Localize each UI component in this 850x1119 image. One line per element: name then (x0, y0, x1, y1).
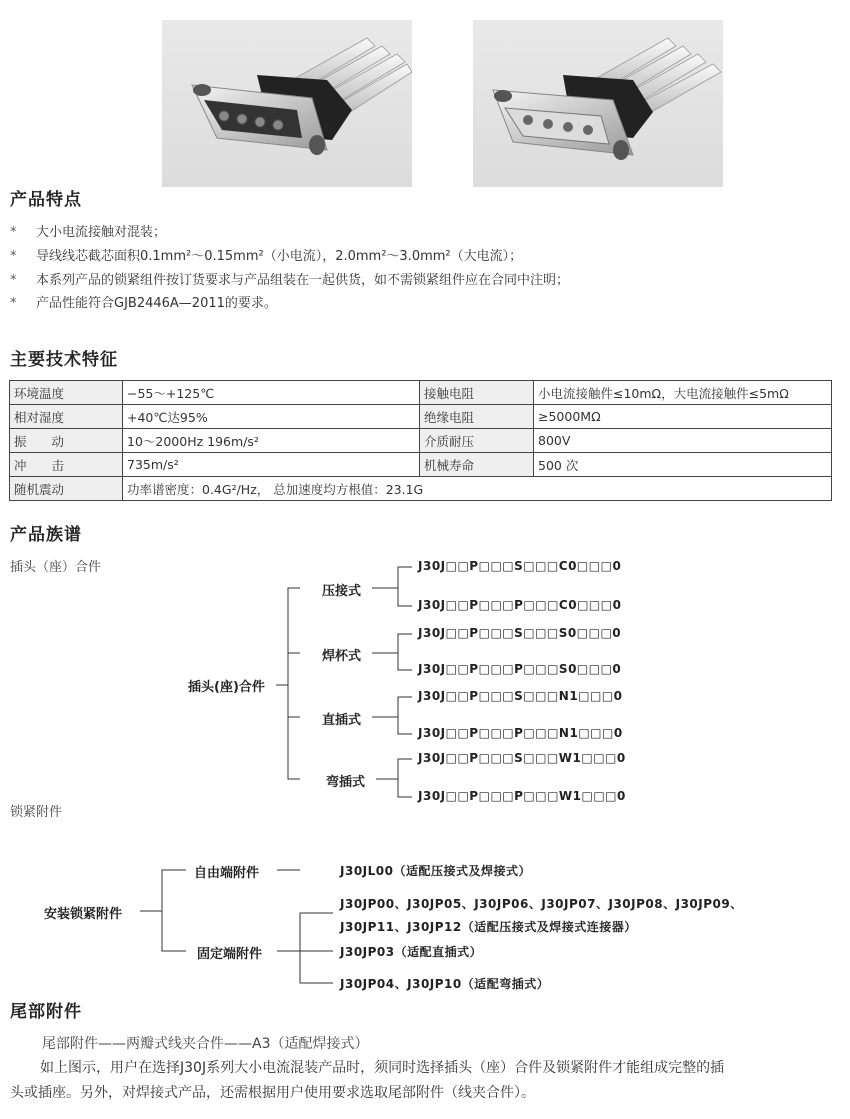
table-row (10, 405, 832, 429)
group-straight: 直插式 (322, 713, 362, 728)
table-row (10, 477, 832, 501)
fixed-end-label: 固定端附件 (197, 947, 263, 962)
tail-line: 尾部附件——两瓣式线夹合件——A3（适配焊接式） (42, 1036, 369, 1052)
group-crimp: 压接式 (322, 584, 362, 599)
tail-title: 尾部附件 (10, 1002, 82, 1022)
spec-label: 机械寿命 (420, 453, 534, 477)
part-code: J30J□□P□□□P□□□W1□□□0 (418, 789, 626, 803)
spec-table (9, 380, 832, 501)
subsection-label: 锁紧附件 (10, 805, 63, 820)
subsection-label: 插头（座）合件 (10, 560, 102, 575)
group-solder-cup: 焊杯式 (322, 649, 362, 664)
spec-value: 500 次 (534, 453, 832, 477)
features-title: 产品特点 (10, 190, 82, 210)
bullet-icon: * (10, 249, 17, 264)
part-code: J30JL00（适配压接式及焊接式） (340, 864, 531, 878)
feature-item: * 产品性能符合GJB2446A—2011的要求。 (10, 296, 277, 311)
feature-item: * 导线线芯截芯面积0.1mm²～0.15mm²（小电流），2.0mm²～3.0mm²（大电流）； (10, 249, 523, 264)
spec-value: 功率谱密度：0.4G²/Hz， 总加速度均方根值：23.1G (123, 477, 832, 501)
part-code: J30J□□P□□□P□□□N1□□□0 (418, 726, 623, 740)
feature-item: * 大小电流接触对混装； (10, 225, 167, 240)
specs-title: 主要技术特征 (10, 350, 118, 370)
spec-value: 10～2000Hz 196m/s² (123, 429, 420, 453)
product-image-receptacle (473, 20, 723, 187)
group-right-angle: 弯插式 (326, 775, 366, 790)
lock-root: 安装锁紧附件 (44, 907, 123, 922)
feature-item: * 本系列产品的锁紧组件按订货要求与产品组装在一起供货，如不需锁紧组件应在合同中注明； (10, 273, 570, 288)
family-title: 产品族谱 (10, 525, 82, 545)
bullet-icon: * (10, 273, 17, 288)
part-code: J30J□□P□□□P□□□S0□□□0 (418, 662, 622, 676)
spec-value: 800V (534, 429, 832, 453)
table-row (10, 429, 832, 453)
spec-label: 振 动 (10, 429, 123, 453)
spec-label: 绝缘电阻 (420, 405, 534, 429)
spec-value: 小电流接触件≤10mΩ，大电流接触件≤5mΩ (534, 381, 832, 405)
part-code: J30JP03（适配直插式） (340, 945, 483, 959)
spec-label: 环境温度 (10, 381, 123, 405)
body-paragraph: 如上图示，用户在选择J30J系列大小电流混装产品时，须同时选择插头（座）合件及锁紧附件才能组成完整的插 (40, 1060, 725, 1076)
product-image-plug (162, 20, 412, 187)
spec-label: 随机震动 (10, 477, 123, 501)
spec-value: −55～+125℃ (123, 381, 420, 405)
spec-label: 冲 击 (10, 453, 123, 477)
bullet-icon: * (10, 225, 17, 240)
part-code: J30J□□P□□□S□□□N1□□□0 (418, 689, 623, 703)
family-root: 插头(座)合件 (188, 680, 265, 695)
spec-value: 735m/s² (123, 453, 420, 477)
free-end-label: 自由端附件 (194, 866, 260, 881)
part-code: J30J□□P□□□S□□□W1□□□0 (418, 751, 626, 765)
spec-value: +40℃达95% (123, 405, 420, 429)
part-code: J30JP00、J30JP05、J30JP06、J30JP07、J30JP08、J30JP09、 (340, 897, 743, 911)
spec-value: ≥5000MΩ (534, 405, 832, 429)
spec-label: 接触电阻 (420, 381, 534, 405)
table-row (10, 381, 832, 405)
bullet-icon: * (10, 296, 17, 311)
part-code: J30J□□P□□□P□□□C0□□□0 (418, 598, 622, 612)
table-row (10, 453, 832, 477)
body-paragraph: 头或插座。另外，对焊接式产品，还需根据用户使用要求选取尾部附件（线夹合件）。 (10, 1085, 535, 1101)
part-code: J30J□□P□□□S□□□S0□□□0 (418, 626, 622, 640)
spec-label: 相对湿度 (10, 405, 123, 429)
part-code: J30J□□P□□□S□□□C0□□□0 (418, 559, 622, 573)
spec-label: 介质耐压 (420, 429, 534, 453)
part-code: J30JP11、J30JP12（适配压接式及焊接式连接器） (340, 920, 637, 934)
part-code: J30JP04、J30JP10（适配弯插式） (340, 977, 550, 991)
